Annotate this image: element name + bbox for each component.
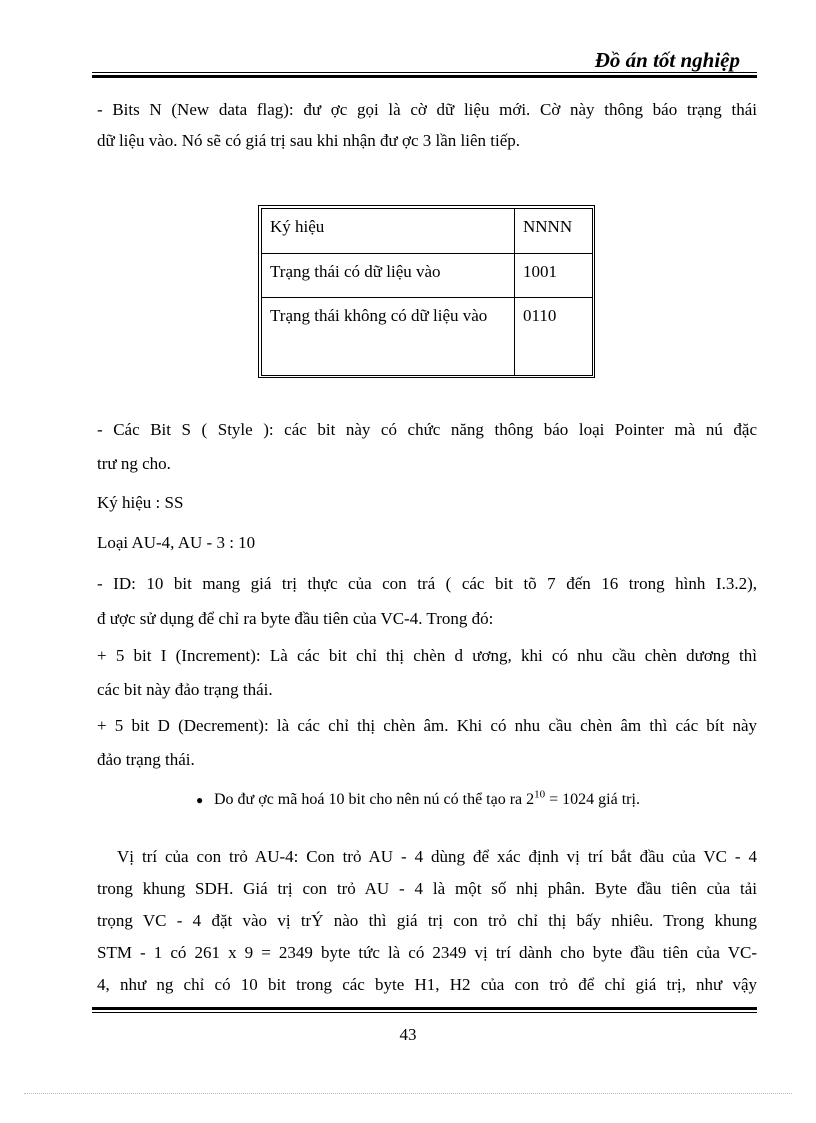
style-bits-line-2: trư ng cho. — [97, 454, 171, 473]
table-cell-value: 0110 — [515, 298, 593, 376]
bullet-item — [196, 788, 640, 812]
type-line: Loại AU-4, AU - 3 : 10 — [97, 533, 256, 552]
bullet-dot-icon: ● — [196, 793, 204, 807]
pointer-line-5: 4, như ng chỉ có 10 bit trong các byte H1, H2 của con trỏ để chỉ giá trị, như vậy — [97, 975, 757, 994]
pointer-line-1: Vị trí của con trỏ AU-4: Con trỏ AU - 4 dùng để xác định vị trí bắt đầu của VC - 4 — [117, 847, 757, 866]
increment-line-1: + 5 bit I (Increment): Là các bit chỉ thị chèn d ương, khi có nhu cầu chèn dương thì — [97, 646, 757, 665]
intro-line-1: - Bits N (New data flag): đư ợc gọi là cờ dữ liệu mới. Cờ này thông báo trạng thái — [97, 100, 757, 119]
id-bits-line-2: đ ược sử dụng để chỉ ra byte đầu tiên của VC-4. Trong đó: — [97, 609, 494, 628]
footer-rule-thin — [92, 1012, 757, 1013]
table-cell-value: NNNN — [515, 209, 593, 254]
pointer-line-2: trong khung SDH. Giá trị con trỏ AU - 4 là một số nhị phân. Byte đầu tiên của tải — [97, 879, 757, 898]
increment-line-2: các bit này đảo trạng thái. — [97, 680, 273, 699]
pointer-line-4: STM - 1 có 261 x 9 = 2349 byte tức là có 2349 vị trí dành cho byte đầu tiên của VC- — [97, 943, 757, 962]
symbol-line: Ký hiệu : SS — [97, 493, 184, 512]
page-number: 43 — [399, 1025, 417, 1044]
table-row — [262, 254, 593, 298]
table-row — [262, 209, 593, 254]
decrement-line-1: + 5 bit D (Decrement): là các chỉ thị chèn âm. Khi có nhu cầu chèn âm thì các bít này — [97, 716, 757, 735]
pointer-line-3: trọng VC - 4 đặt vào vị trÝ nào thì giá trị con trỏ chỉ thị bấy nhiêu. Trong khung — [97, 911, 757, 930]
decrement-line-2: đảo trạng thái. — [97, 750, 195, 769]
table-row — [262, 298, 593, 376]
footer-rule-thick — [92, 1007, 757, 1010]
bullet-text-after: = 1024 giá trị. — [545, 791, 640, 808]
intro-line-2: dữ liệu vào. Nó sẽ có giá trị sau khi nhận đư ợc 3 lần liên tiếp. — [97, 131, 521, 150]
style-bits-line-1: - Các Bit S ( Style ): các bit này có chức năng thông báo loại Pointer mà nú đặc — [97, 420, 757, 439]
symbol-table — [258, 205, 595, 378]
page-bottom-dotted-divider — [24, 1093, 792, 1094]
table-cell-label: Trạng thái có dữ liệu vào — [262, 254, 515, 298]
table-cell-label: Ký hiệu — [262, 209, 515, 254]
header-rule-thin — [92, 72, 757, 73]
header-rule-thick — [92, 75, 757, 78]
bullet-exponent: 10 — [534, 788, 546, 801]
table-cell-label: Trạng thái không có dữ liệu vào — [262, 298, 515, 376]
id-bits-line-1: - ID: 10 bit mang giá trị thực của con trá ( các bit tõ 7 đến 16 trong hình I.3.2), — [97, 574, 757, 593]
table-cell-value: 1001 — [515, 254, 593, 298]
page-header-title: Đồ án tốt nghiệp — [594, 48, 740, 72]
bullet-text-before: Do đư ợc mã hoá 10 bit cho nên nú có thể tạo ra 2 — [214, 791, 535, 808]
